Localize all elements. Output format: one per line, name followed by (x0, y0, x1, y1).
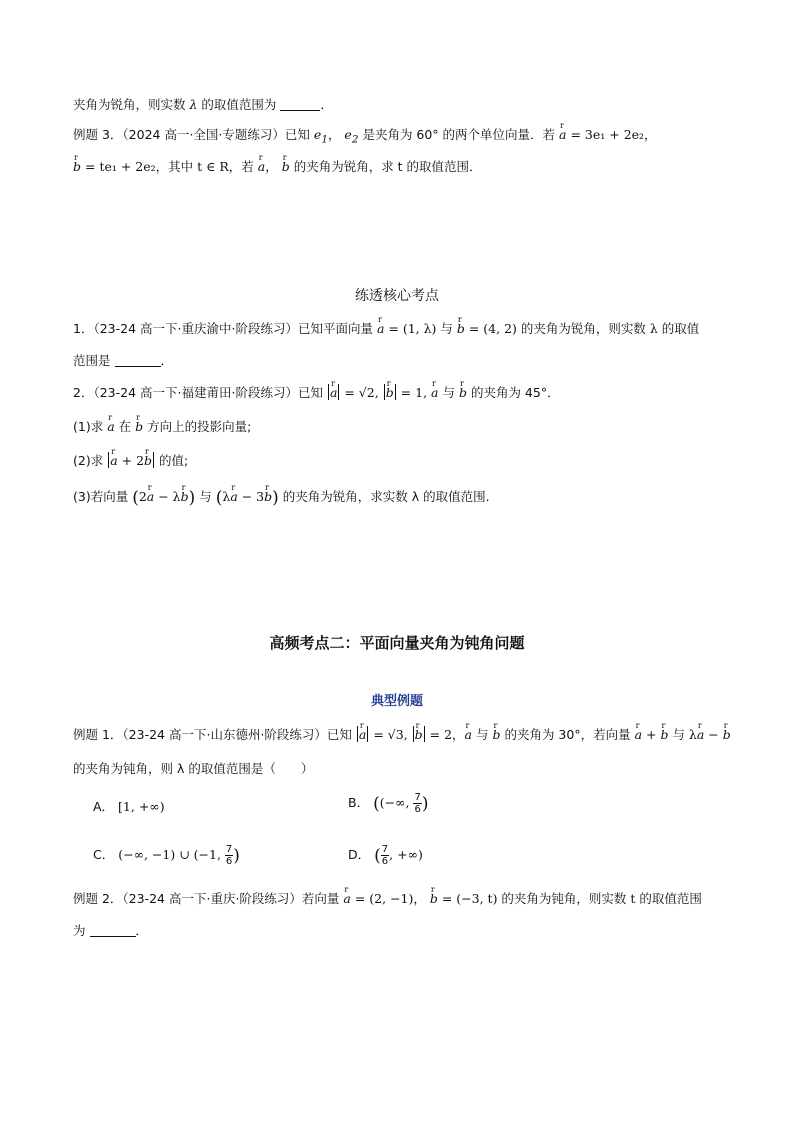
option-d-value: , +∞) (389, 847, 423, 862)
part3-with: 与 (199, 489, 212, 504)
practice-q2-line1 (73, 384, 560, 402)
part3-label: (3)若向量 (73, 489, 129, 504)
practice-q2-part1 (73, 418, 251, 436)
practice-q1-a: = (1, λ) 与 (388, 321, 453, 336)
vector-a: r a (559, 126, 566, 144)
lambda-var: λ (189, 97, 198, 112)
vector-b: r b (135, 418, 143, 436)
s2-example2-line2: 为 ． (73, 923, 149, 938)
option-a-value: [1, +∞) (118, 799, 165, 814)
vector-a: r a (343, 890, 350, 908)
option-c[interactable]: C． (−∞, −1) ∪ (−1, $\frac{7}{6}$ ) (93, 844, 240, 867)
practice-q1-line1 (73, 320, 699, 338)
answer-blank (280, 98, 320, 111)
vector-b: r b (73, 158, 81, 176)
s2-example1-mid: 的夹角为 30°，若向量 (504, 727, 631, 742)
fraction-7-6: $\frac{7}{6}$ (414, 792, 421, 815)
s2-example1-line1 (73, 726, 731, 744)
part2-tail: 的值; (159, 453, 189, 468)
practice-q1-text: 1．（23-24 高一下·重庆渝中·阶段练习）已知平面向量 (73, 321, 373, 336)
s2-example1-line2: 的夹角为钝角，则 λ 的取值范围是（ ） (73, 761, 314, 776)
vector-expr-2: (λr a − 3r b) (216, 489, 279, 504)
norm-a-plus-2b: r a + 2r b (107, 453, 155, 468)
vector-b: r b (282, 158, 290, 176)
option-a-label: A． (93, 799, 115, 814)
part1-label: (1)求 (73, 419, 104, 434)
practice-q2-part3 (73, 488, 490, 507)
practice-title: 练透核心考点 (355, 288, 439, 304)
vector-b: r b (430, 890, 438, 908)
vector-a: r a (107, 418, 114, 436)
vector-b: r b (457, 320, 465, 338)
option-b-value: (−∞, (379, 795, 410, 810)
option-a[interactable] (93, 798, 165, 816)
option-c-value: (−∞, −1) ∪ (−1, (118, 847, 221, 862)
s2-example2-line2-text: 为 (73, 923, 86, 938)
s2-example2-a: = (2, −1)， (354, 891, 426, 906)
example3-a-expr: = 3e₁ + 2e₂， (570, 127, 657, 142)
answer-blank (115, 354, 161, 367)
top-line1-end: 的取值范围为 (201, 97, 277, 112)
practice-q2-text: 2．（23-24 高一下·福建莆田·阶段练习）已知 (73, 385, 323, 400)
vector-sum-expr: r a + r b 与 λr a − r b (635, 727, 731, 742)
example3-b-expr: = te₁ + 2e₂，其中 t ∈ R，若 (85, 159, 254, 174)
part1-tail: 方向上的投影向量; (147, 419, 252, 434)
example3-tail: 的夹角为锐角，求 t 的取值范围． (293, 159, 482, 174)
fraction-7-6: $\frac{7}{6}$ (381, 844, 389, 867)
practice-q2-part2 (73, 452, 188, 470)
section2-title: 高频考点二：平面向量夹角为钝角问题 (269, 634, 525, 652)
vector-a: r a (258, 158, 265, 176)
practice-q1-b: = (4, 2) 的夹角为锐角，则实数 λ 的取值 (468, 321, 700, 336)
s2-example2-text: 例题 2．（23-24 高一下·重庆·阶段练习）若向量 (73, 891, 340, 906)
vector-e2: $e_2$ (344, 127, 359, 146)
fraction-7-6: $\frac{7}{6}$ (225, 844, 233, 867)
top-line1-text: 夹角为锐角，则实数 (73, 97, 186, 112)
example3-line1: 例题 3．（2024 高一·全国·专题练习）已知 $e_1$， $e_2$ 是夹角为 60° 的两个单位向量．若 r a = 3e₁ + 2e₂， (73, 126, 657, 149)
example3-mid: 是夹角为 60° 的两个单位向量．若 (362, 127, 556, 142)
part1-in: 在 (118, 419, 132, 434)
norm-expr: r a = √3, r b = 2，r a 与 r b (356, 727, 501, 742)
s2-example2-b: = (−3, t) 的夹角为钝角，则实数 t 的取值范围 (441, 891, 702, 906)
part3-tail: 的夹角为锐角，求实数 λ 的取值范围. (282, 489, 490, 504)
top-line1: 夹角为锐角，则实数 λ 的取值范围为 ． (73, 97, 333, 112)
part2-label: (2)求 (73, 453, 104, 468)
practice-q1-line2-text: 范围是 (73, 353, 111, 368)
section2-subtitle: 典型例题 (370, 694, 423, 709)
answer-blank (90, 924, 136, 937)
vector-expr-1: (2r a − λr b) (132, 489, 195, 504)
option-c-label: C． (93, 847, 115, 862)
example3-label: 例题 3．（2024 高一·全国·专题练习）已知 (73, 127, 310, 142)
option-d[interactable]: D． ( $\frac{7}{6}$ , +∞) (348, 844, 423, 867)
vector-a: r a (377, 320, 384, 338)
s2-example2-line1 (73, 890, 702, 908)
vector-e1: $e_1$ (313, 127, 328, 146)
option-d-label: D． (348, 847, 371, 862)
norm-a-expr: r a = √2, r b = 1, r a 与 r b (327, 385, 467, 400)
practice-q2-tail: 的夹角为 45°． (470, 385, 560, 400)
s2-example1-text: 例题 1．（23-24 高一下·山东德州·阶段练习）已知 (73, 727, 352, 742)
option-b-label: B． (348, 795, 370, 810)
option-b[interactable]: B． ((−∞, $\frac{7}{6}$ ) (348, 792, 429, 815)
example3-line2: r b = te₁ + 2e₂，其中 t ∈ R，若 r a， r b 的夹角为锐角，求 t 的取值范围． (73, 158, 482, 176)
practice-q1-line2: 范围是 ． (73, 353, 174, 368)
